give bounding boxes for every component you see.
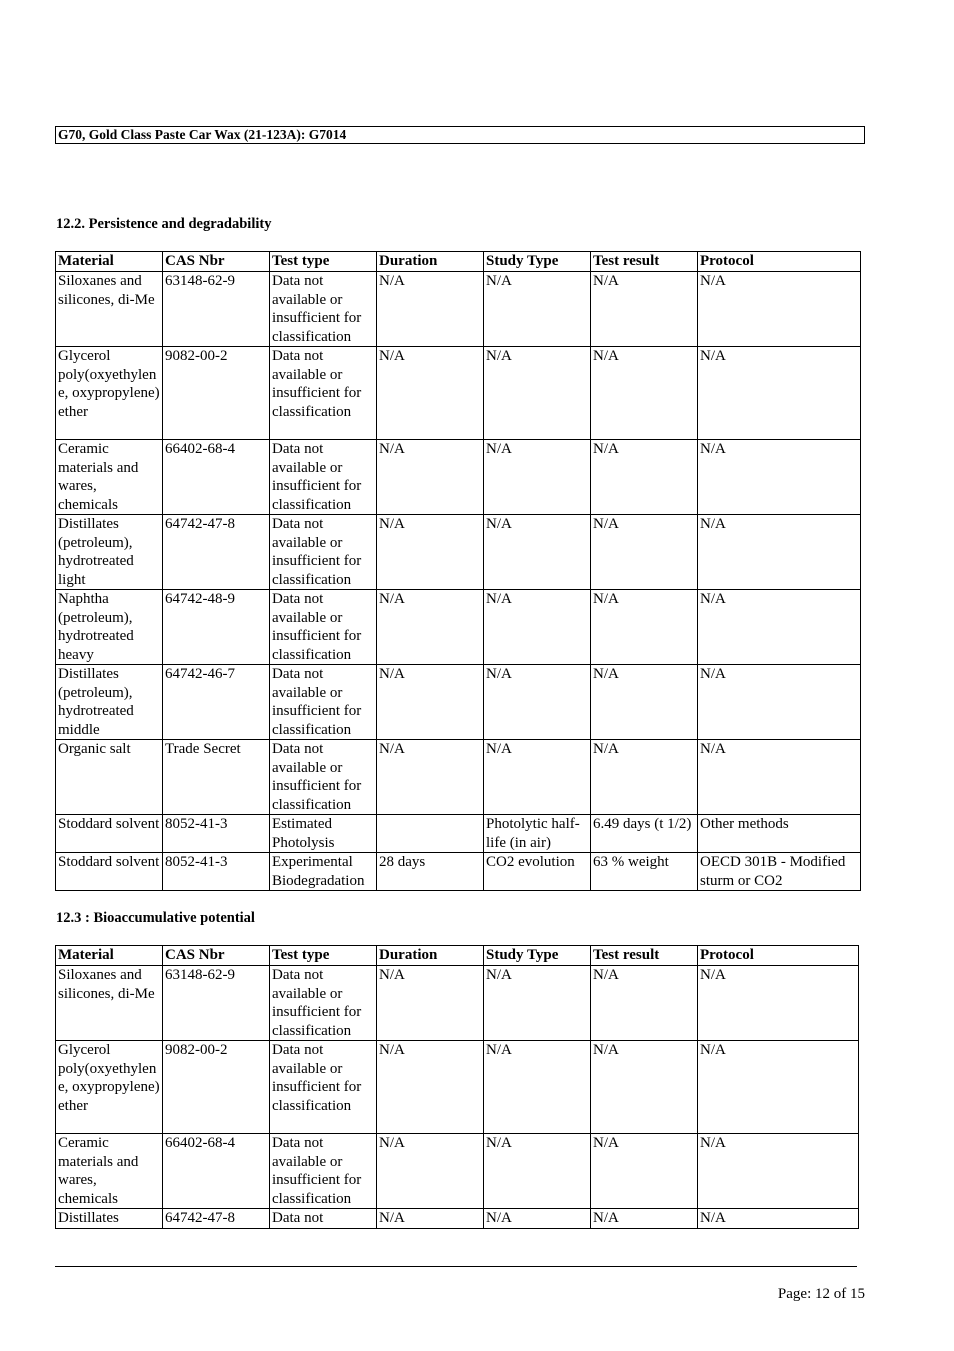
footer-divider — [55, 1266, 857, 1267]
page-number: Page: 12 of 15 — [777, 1286, 865, 1302]
table-cell: Data not available or insufficient for classification — [270, 740, 377, 815]
table-cell: Siloxanes and silicones, di-Me — [56, 966, 163, 1041]
table-row — [56, 966, 859, 1041]
table-row — [56, 853, 861, 891]
table-cell: Organic salt — [56, 740, 163, 815]
table-cell: Data not available or insufficient for classification — [270, 966, 377, 1041]
table-row — [56, 440, 861, 515]
table-cell — [377, 815, 484, 853]
table-cell: N/A — [591, 1041, 698, 1134]
table-cell: N/A — [591, 272, 698, 347]
table-cell: Data not available or insufficient for classification — [270, 272, 377, 347]
table-row — [56, 1209, 859, 1229]
table-cell: Stoddard solvent — [56, 853, 163, 891]
table-cell: Distillates (petroleum), hydrotreated light — [56, 515, 163, 590]
column-header: Material — [56, 946, 163, 966]
table-cell: 64742-48-9 — [163, 590, 270, 665]
table-cell: Experimental Biodegradation — [270, 853, 377, 891]
table-cell: N/A — [377, 440, 484, 515]
table-cell: N/A — [698, 347, 861, 440]
table-cell: N/A — [484, 665, 591, 740]
table-row — [56, 665, 861, 740]
bioaccumulative-section-title: 12.3 : Bioaccumulative potential — [56, 910, 255, 926]
table-row — [56, 272, 861, 347]
column-header: Test result — [591, 946, 698, 966]
persistence-table — [55, 251, 861, 891]
column-header: Duration — [377, 946, 484, 966]
table-cell: N/A — [591, 740, 698, 815]
column-header: Material — [56, 252, 163, 272]
column-header: Duration — [377, 252, 484, 272]
table-row — [56, 347, 861, 440]
table-cell: Distillates (petroleum), hydrotreated middle — [56, 665, 163, 740]
table-cell: N/A — [484, 740, 591, 815]
table-cell: Data not available or insufficient for classification — [270, 1041, 377, 1134]
table-cell: N/A — [377, 665, 484, 740]
table-cell: N/A — [591, 1209, 698, 1229]
column-header: CAS Nbr — [163, 252, 270, 272]
table-cell: N/A — [484, 347, 591, 440]
table-cell: Data not available or insufficient for classification — [270, 1134, 377, 1209]
table-cell: OECD 301B - Modified sturm or CO2 — [698, 853, 861, 891]
table-cell: N/A — [377, 740, 484, 815]
table-cell: N/A — [377, 1134, 484, 1209]
table-cell: N/A — [484, 966, 591, 1041]
table-cell: 63148-62-9 — [163, 272, 270, 347]
table-cell: N/A — [377, 966, 484, 1041]
table-cell: Glycerol poly(oxyethylene, oxypropylene) ether — [56, 1041, 163, 1134]
table-cell: N/A — [591, 966, 698, 1041]
table-cell: 64742-46-7 — [163, 665, 270, 740]
table-cell: N/A — [591, 515, 698, 590]
table-cell: N/A — [484, 440, 591, 515]
table-cell: N/A — [698, 1041, 859, 1134]
table-cell: N/A — [377, 347, 484, 440]
table-header-row — [56, 252, 861, 272]
table-cell: 8052-41-3 — [163, 815, 270, 853]
table-cell: CO2 evolution — [484, 853, 591, 891]
table-cell: 66402-68-4 — [163, 1134, 270, 1209]
table-cell: Naphtha (petroleum), hydrotreated heavy — [56, 590, 163, 665]
table-cell: 63 % weight — [591, 853, 698, 891]
table-cell: 64742-47-8 — [163, 515, 270, 590]
table-cell: Data not available or insufficient for classification — [270, 515, 377, 590]
table-row — [56, 590, 861, 665]
table-cell: Data not — [270, 1209, 377, 1229]
table-row — [56, 515, 861, 590]
table-cell: 8052-41-3 — [163, 853, 270, 891]
column-header: CAS Nbr — [163, 946, 270, 966]
table-cell: Data not available or insufficient for classification — [270, 440, 377, 515]
table-cell: N/A — [698, 665, 861, 740]
table-cell: N/A — [377, 1209, 484, 1229]
column-header: Test type — [270, 252, 377, 272]
table-cell: N/A — [484, 272, 591, 347]
column-header: Test result — [591, 252, 698, 272]
table-cell: Ceramic materials and wares, chemicals — [56, 440, 163, 515]
table-cell: N/A — [484, 1134, 591, 1209]
column-header: Study Type — [484, 946, 591, 966]
table-cell: Other methods — [698, 815, 861, 853]
table-cell: Distillates — [56, 1209, 163, 1229]
table-row — [56, 1134, 859, 1209]
table-cell: 9082-00-2 — [163, 1041, 270, 1134]
table-cell: Glycerol poly(oxyethylene, oxypropylene) ether — [56, 347, 163, 440]
table-cell: Siloxanes and silicones, di-Me — [56, 272, 163, 347]
persistence-section-title: 12.2. Persistence and degradability — [56, 216, 272, 232]
table-cell: N/A — [698, 272, 861, 347]
table-header-row — [56, 946, 859, 966]
table-cell: 63148-62-9 — [163, 966, 270, 1041]
table-cell: N/A — [698, 966, 859, 1041]
column-header: Study Type — [484, 252, 591, 272]
table-cell: N/A — [591, 1134, 698, 1209]
table-row — [56, 815, 861, 853]
table-cell: 6.49 days (t 1/2) — [591, 815, 698, 853]
document-header: G70, Gold Class Paste Car Wax (21-123A): G7014 — [55, 126, 865, 144]
table-cell: N/A — [377, 1041, 484, 1134]
table-cell: N/A — [484, 515, 591, 590]
table-cell: N/A — [591, 665, 698, 740]
table-cell: Trade Secret — [163, 740, 270, 815]
table-cell: 28 days — [377, 853, 484, 891]
table-cell: Stoddard solvent — [56, 815, 163, 853]
table-cell: Photolytic half-life (in air) — [484, 815, 591, 853]
column-header: Protocol — [698, 252, 861, 272]
table-cell: 66402-68-4 — [163, 440, 270, 515]
table-cell: Data not available or insufficient for classification — [270, 590, 377, 665]
table-cell: Estimated Photolysis — [270, 815, 377, 853]
table-cell: N/A — [591, 590, 698, 665]
table-cell: N/A — [698, 1134, 859, 1209]
table-cell: Data not available or insufficient for classification — [270, 665, 377, 740]
table-cell: N/A — [698, 1209, 859, 1229]
table-cell: N/A — [484, 1041, 591, 1134]
table-cell: N/A — [377, 272, 484, 347]
table-cell: Data not available or insufficient for classification — [270, 347, 377, 440]
table-cell: 9082-00-2 — [163, 347, 270, 440]
table-cell: N/A — [484, 590, 591, 665]
table-cell: N/A — [698, 590, 861, 665]
table-cell: 64742-47-8 — [163, 1209, 270, 1229]
column-header: Test type — [270, 946, 377, 966]
table-cell: N/A — [484, 1209, 591, 1229]
table-row — [56, 1041, 859, 1134]
table-cell: N/A — [377, 515, 484, 590]
bioaccumulative-table — [55, 945, 859, 1229]
table-cell: N/A — [698, 440, 861, 515]
column-header: Protocol — [698, 946, 859, 966]
table-cell: N/A — [698, 740, 861, 815]
table-cell: Ceramic materials and wares, chemicals — [56, 1134, 163, 1209]
table-cell: N/A — [591, 440, 698, 515]
table-cell: N/A — [591, 347, 698, 440]
table-row — [56, 740, 861, 815]
table-cell: N/A — [698, 515, 861, 590]
table-cell: N/A — [377, 590, 484, 665]
